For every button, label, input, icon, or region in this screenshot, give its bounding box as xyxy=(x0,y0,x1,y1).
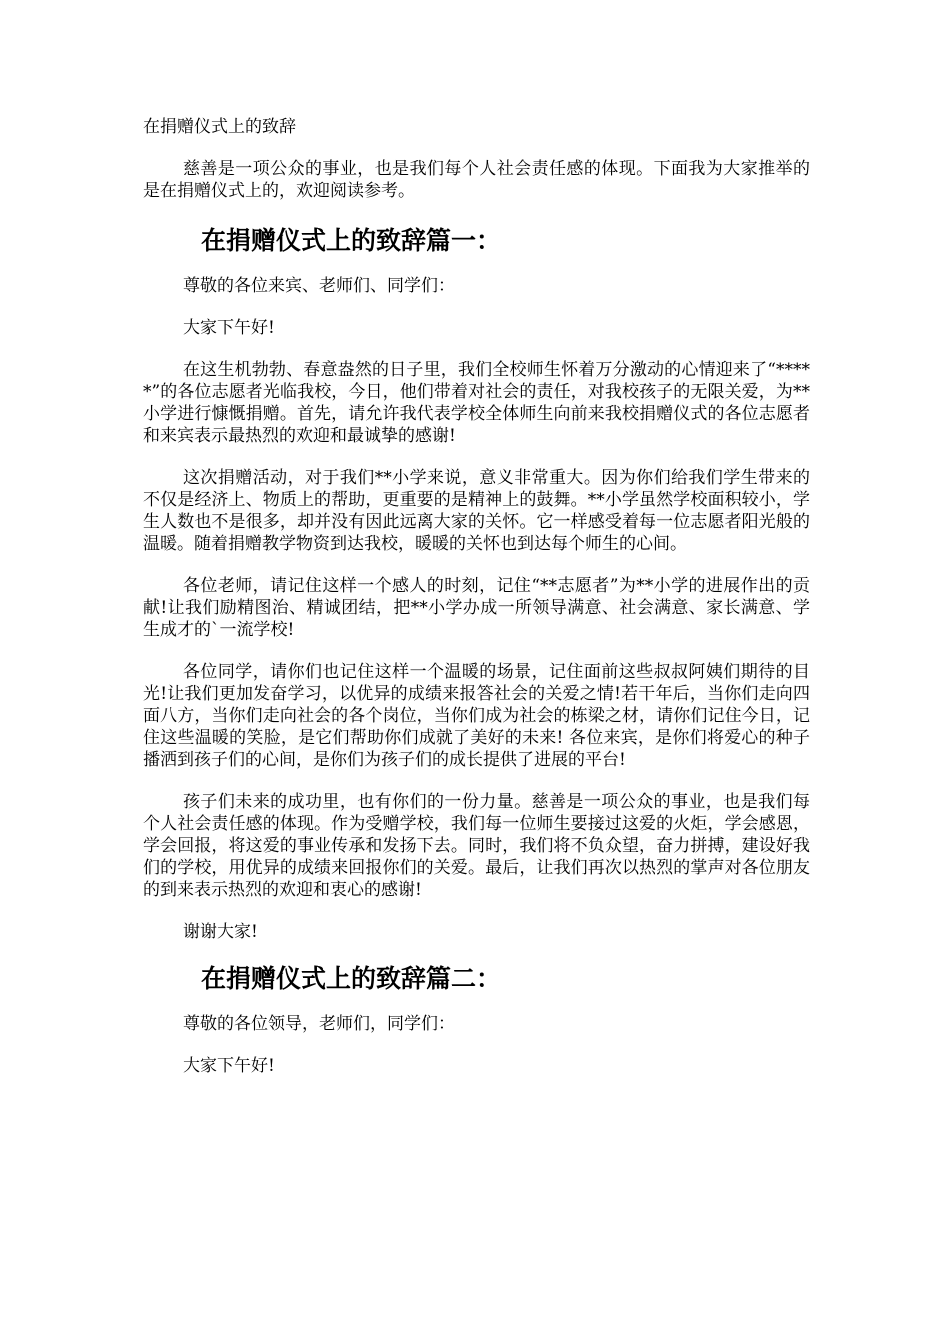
section-1-paragraph-2: 这次捐赠活动，对于我们**小学来说，意义非常重大。因为你们给我们学生带来的不仅是经济上、物质上的帮助，更重要的是精神上的鼓舞。**小学虽然学校面积较小，学生人数也不是很多，却并没有因此远离大家的关怀。它一样感受着每一位志愿者阳光般的温暖。随着捐赠教学物资到达我校，暖暖的关怀也到达每个师生的心间。 xyxy=(143,468,810,554)
section-1-paragraph-4: 各位同学，请你们也记住这样一个温暖的场景，记住面前这些叔叔阿姨们期待的目光!让我们更加发奋学习，以优异的成绩来报答社会的关爱之情!若干年后，当你们走向四面八方，当你们走向社会的各个岗位，当你们成为社会的栋梁之材，请你们记住今日，记住这些温暖的笑脸，是它们帮助你们成就了美好的未来! 各位来宾，是你们将爱心的种子播洒到孩子们的心间，是你们为孩子们的成长提供了进展的平台! xyxy=(143,662,810,770)
intro-paragraph: 慈善是一项公众的事业，也是我们每个人社会责任感的体现。下面我为大家推举的是在捐赠仪式上的，欢迎阅读参考。 xyxy=(143,159,810,201)
section-1 xyxy=(143,225,810,943)
section-1-closing: 谢谢大家! xyxy=(183,922,258,942)
section-2-salutation: 尊敬的各位领导，老师们，同学们： xyxy=(183,1014,455,1034)
section-2-heading: 在捐赠仪式上的致辞篇二： xyxy=(201,964,502,993)
document-title: 在捐赠仪式上的致辞 xyxy=(143,117,296,137)
section-1-paragraph-5: 孩子们未来的成功里，也有你们的一份力量。慈善是一项公众的事业，也是我们每个人社会责任感的体现。作为受赠学校，我们每一位师生要接过这爱的火炬，学会感恩，学会回报，将这爱的事业传承和发扬下去。同时，我们将不负众望，奋力拼搏，建设好我们的学校，用优异的成绩来回报你们的关爱。最后，让我们再次以热烈的掌声对各位朋友的到来表示热烈的欢迎和衷心的感谢! xyxy=(143,792,810,900)
document-page xyxy=(143,116,810,1097)
section-1-salutation: 尊敬的各位来宾、老师们、同学们： xyxy=(183,276,455,296)
section-1-paragraph-1: 在这生机勃勃、春意盎然的日子里，我们全校师生怀着万分激动的心情迎来了“*****”的各位志愿者光临我校，今日，他们带着对社会的责任，对我校孩子的无限关爱，为**小学进行慷慨捐赠。首先，请允许我代表学校全体师生向前来我校捐赠仪式的各位志愿者和来宾表示最热烈的欢迎和最诚挚的感谢! xyxy=(143,360,810,446)
section-1-greeting: 大家下午好! xyxy=(183,318,275,338)
section-1-heading: 在捐赠仪式上的致辞篇一： xyxy=(201,226,502,255)
section-2-greeting: 大家下午好! xyxy=(183,1056,275,1076)
section-2 xyxy=(143,963,810,1077)
section-1-paragraph-3: 各位老师，请记住这样一个感人的时刻，记住“**志愿者”为**小学的进展作出的贡献!让我们励精图治、精诚团结，把**小学办成一所领导满意、社会满意、家长满意、学生成才的`一流学校! xyxy=(143,576,810,640)
